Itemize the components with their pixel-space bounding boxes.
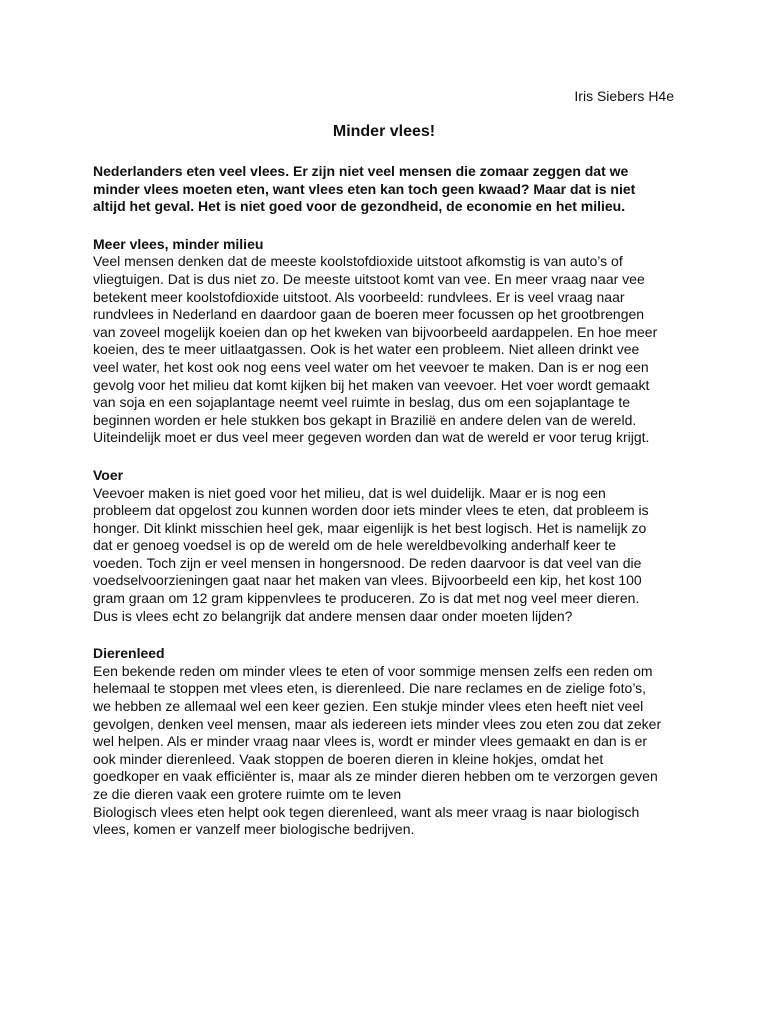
section-dierenleed — [93, 645, 683, 839]
body-line: veel water, het kost ook nog eens veel water om het veevoer te maken. Dan is er nog een — [93, 358, 649, 375]
body-line: Een bekende reden om minder vlees te eten of voor sommige mensen zelfs een reden om — [93, 662, 653, 679]
body-line: gram graan om 12 gram kippenvlees te produceren. Zo is dat met nog veel meer dieren. — [93, 590, 640, 607]
section-heading: Voer — [93, 466, 124, 483]
body-line: voedselvoorzieningen gaat naar het maken van vlees. Bijvoorbeeld een kip, het kost 100 — [93, 572, 642, 589]
body-line: voeden. Toch zijn er veel mensen in hongersnood. De reden daarvoor is dat veel van die — [93, 554, 642, 571]
body-line: rundvlees in Nederland en daardoor gaan de boeren meer focussen op het grootbrengen — [93, 306, 645, 323]
intro-line: altijd het geval. Het is niet goed voor de gezondheid, de economie en het milieu. — [93, 198, 626, 215]
section-meer-vlees — [93, 236, 683, 447]
section-voer — [93, 467, 683, 625]
paragraph-spacer — [93, 447, 683, 467]
body-line: koeien, des te meer uitlaatgassen. Ook is het water een probleem. Niet alleen drinkt vee — [93, 341, 640, 358]
intro-line: minder vlees moeten eten, want vlees eten kan toch geen kwaad? Maar dat is niet — [93, 180, 636, 197]
body-line: dat er genoeg voedsel is op de wereld om de hele wereldbevolking anderhalf keer te — [93, 537, 617, 554]
paragraph-spacer — [93, 216, 683, 236]
body-line: Biologisch vlees eten helpt ook tegen dierenleed, want als meer vraag is naar biologisch — [93, 803, 640, 820]
body-line: gevolg voor het milieu dat komt kijken bij het maken van veevoer. Het voer wordt gemaakt — [93, 376, 650, 393]
body-line: helemaal te stoppen met vlees eten, is dierenleed. Die nare reclames en de zielige foto’s, — [93, 680, 647, 697]
body-line: betekent meer koolstofdioxide uitstoot. Als voorbeeld: rundvlees. Er is veel vraag naar — [93, 288, 625, 305]
intro-paragraph — [93, 163, 683, 216]
document-body — [93, 163, 683, 839]
body-line: beginnen worden er hele stukken bos gekapt in Brazilië en andere delen van de wereld. — [93, 411, 637, 428]
section-heading: Dierenleed — [93, 645, 165, 662]
author-line: Iris Siebers H4e — [574, 88, 674, 104]
body-line: van soja en een sojaplantage neemt veel ruimte in beslag, dus om een sojaplantage te — [93, 394, 631, 411]
body-line: Dus is vlees echt zo belangrijk dat andere mensen daar onder moeten lijden? — [93, 607, 573, 624]
body-line: Veel mensen denken dat de meeste koolstofdioxide uitstoot afkomstig is van auto’s of — [93, 253, 623, 270]
body-line: honger. Dit klinkt misschien heel gek, maar eigenlijk is het best logisch. Het is namelijk zo — [93, 519, 647, 536]
body-line: wel helpen. Als er minder vraag naar vlees is, wordt er minder vlees gemaakt en dan is er — [93, 733, 648, 750]
body-line: ze die dieren vaak een grotere ruimte om te leven — [93, 786, 402, 802]
document-title: Minder vlees! — [332, 123, 436, 140]
body-line: probleem dat opgelost zou kunnen worden door iets minder vlees te eten, dat probleem is — [93, 502, 649, 519]
body-line: vliegtuigen. Dat is dus niet zo. De meeste uitstoot komt van vee. En meer vraag naar vee — [93, 270, 645, 287]
intro-line: Nederlanders eten veel vlees. Er zijn niet veel mensen die zomaar zeggen dat we — [93, 163, 629, 179]
section-heading: Meer vlees, minder milieu — [93, 235, 264, 252]
body-line: van zoveel mogelijk koeien dan op het kweken van bijvoorbeeld aardappelen. En hoe meer — [93, 323, 658, 340]
body-line: Uiteindelijk moet er dus veel meer gegeven worden dan wat de wereld er voor terug krijgt. — [93, 429, 650, 446]
paragraph-spacer — [93, 625, 683, 645]
body-line: goedkoper en vaak efficiënter is, maar als ze minder dieren hebben om te verzorgen geven — [93, 768, 658, 785]
body-line: ook minder dierenleed. Vaak stoppen de boeren dieren in kleine hokjes, omdat het — [93, 750, 604, 767]
body-line: Veevoer maken is niet goed voor het milieu, dat is wel duidelijk. Maar er is nog een — [93, 484, 606, 501]
body-line: gevolgen, denken veel mensen, maar als iedereen iets minder vlees zou eten zou dat zeker — [93, 715, 662, 732]
body-line: we hebben ze allemaal wel een keer gezien. Een stukje minder vlees eten heeft niet veel — [93, 698, 644, 715]
body-line: vlees, komen er vanzelf meer biologische bedrijven. — [93, 821, 415, 838]
